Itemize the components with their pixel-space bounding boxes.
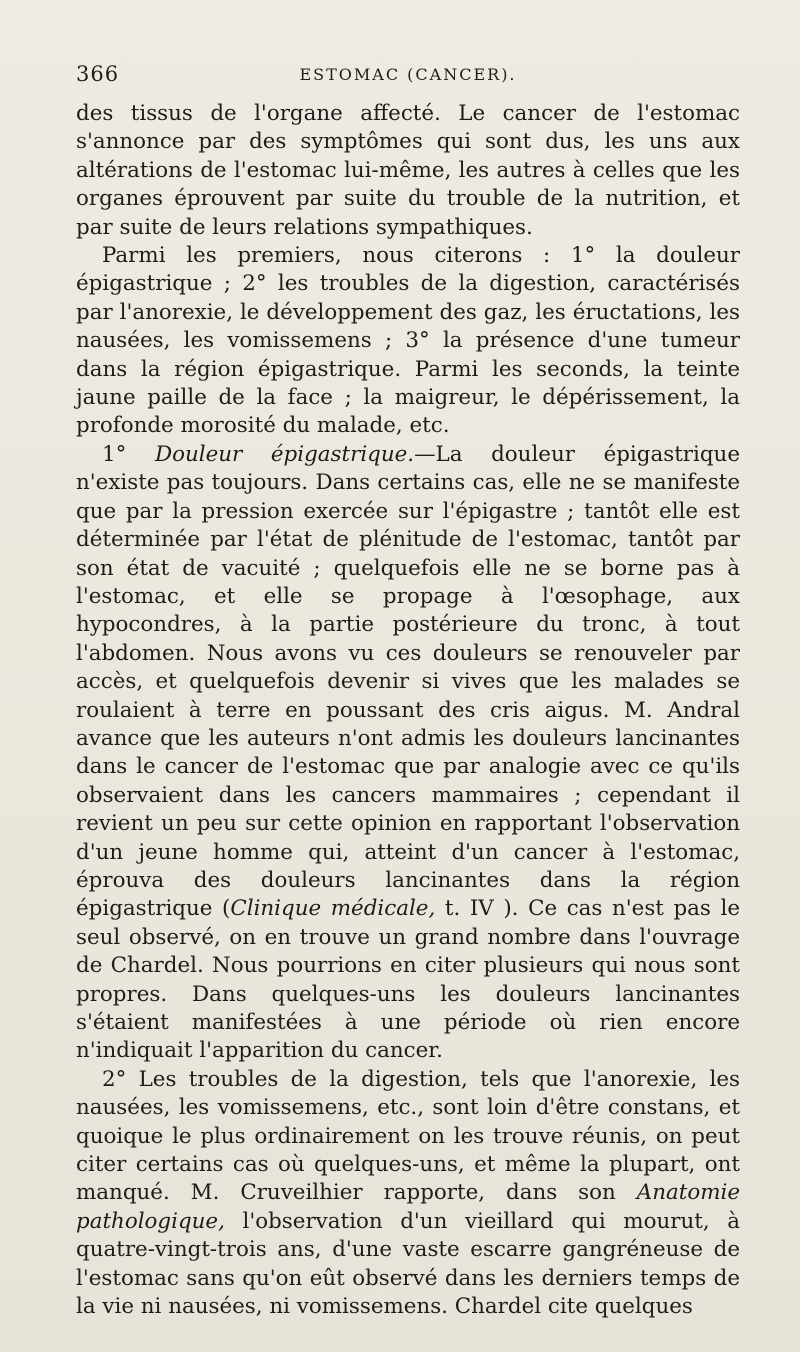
paragraph-3-lead: 1° [102, 441, 155, 467]
paragraph-3 [76, 441, 740, 1066]
page-header [76, 62, 740, 92]
running-head: ESTOMAC (CANCER). [299, 65, 517, 84]
paragraph-3-text-b: t. IV ). Ce cas n'est pas le seul observé, on en trouve un grand nombre dans l'ouvrage de Chardel. Nous pourrions en citer plusieurs qui nous sont propres. Dans quelques-uns les douleurs lancinantes s'étaient manifestées à une période où rien encore n'indiquait l'apparition du cancer. [76, 896, 740, 1064]
paragraph-3-text-a: —La douleur épigastrique n'existe pas toujours. Dans certains cas, elle ne se manifeste que par la pression exercée sur l'épigastre ; tantôt elle est déterminée par l'état de plénitude de l'estomac, tantôt par son état de vacuité ; quelquefois elle ne se borne pas à l'estomac, et elle se propage à l'œsophage, aux hypocondres, à la partie postérieure du tronc, à tout l'abdomen. Nous avons vu ces douleurs se renouveler par accès, et quelquefois devenir si vives que les malades se roulaient à terre en poussant des cris aigus. M. Andral avance que les auteurs n'ont admis les douleurs lancinantes dans le cancer de l'estomac que par analogie avec ce qu'ils observaient dans les cancers mammaires ; cependant il revient un peu sur cette opinion en rapportant l'observation d'un jeune homme qui, atteint d'un cancer à l'estomac, éprouva des douleurs lancinantes dans la région épigastrique ( [76, 441, 740, 922]
paragraph-4-text-b: l'observation d'un vieillard qui mourut, à quatre-vingt-trois ans, d'une vaste escarre gangréneuse de l'estomac sans qu'on eût observé dans les derniers temps de la vie ni nausées, ni vomissemens. Chardel cite quelques [76, 1208, 740, 1320]
reference-clinique: Clinique médicale, [230, 896, 436, 922]
section-title-douleur: Douleur épigastrique. [154, 441, 415, 467]
body-text [76, 100, 740, 1321]
paragraph-1: des tissus de l'organe affecté. Le cancer de l'estomac s'annonce par des symptômes qui sont dus, les uns aux altérations de l'estomac lui-même, les autres à celles que les organes éprouvent par suite du trouble de la nutrition, et par suite de leurs relations sympathiques. [76, 101, 740, 240]
paragraph-2: Parmi les premiers, nous citerons : 1° la douleur épigastrique ; 2° les troubles de la digestion, caractérisés par l'anorexie, le développement des gaz, les éructations, les nausées, les vomissemens ; 3° la présence d'une tumeur dans la région épigastrique. Parmi les seconds, la teinte jaune paille de la face ; la maigreur, le dépérissement, la profonde morosité du malade, etc. [76, 243, 740, 439]
paragraph-4 [76, 1066, 740, 1322]
paragraph-4-text-a: 2° Les troubles de la digestion, tels que l'anorexie, les nausées, les vomissemens, etc., sont loin d'être constans, et quoique le plus ordinairement on les trouve réunis, on peut citer certains cas où quelques-uns, et même la plupart, ont manqué. M. Cruveilhier rapporte, dans son [76, 1066, 740, 1206]
page-number: 366 [76, 62, 120, 86]
reference-anatomie: Anatomie pathologique, [76, 1180, 740, 1234]
